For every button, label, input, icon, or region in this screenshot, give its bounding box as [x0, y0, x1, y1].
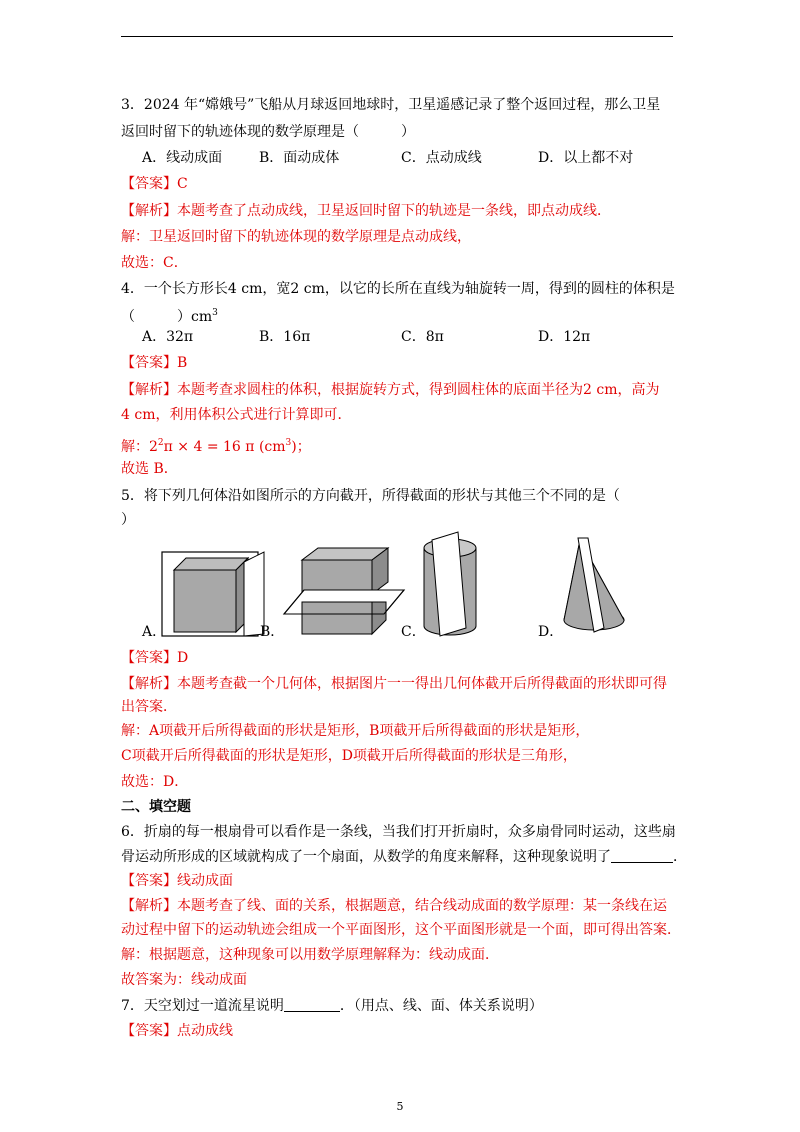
q4-conclusion: 故选 B． — [121, 461, 178, 477]
q3-answer: 【答案】C — [121, 176, 188, 192]
figure-a-cube-vertical-cut — [160, 550, 265, 640]
q7-stem-end: ．（用点、线、面、体关系说明） — [339, 998, 543, 1014]
q6-analysis-line2: 动过程中留下的运动轨迹会组成一个平面图形，这个平面图形就是一个面，即可得出答案． — [121, 922, 681, 938]
q4-option-c: C．8π — [401, 329, 444, 345]
q4-stem-line2-text: （ ）cm — [121, 309, 213, 325]
figure-d-label: D． — [538, 624, 564, 640]
q3-solution: 解：卫星返回时留下的轨迹体现的数学原理是点动成线， — [121, 229, 471, 245]
q4-stem-sup: 3 — [212, 308, 218, 318]
q5-answer: 【答案】D — [121, 650, 189, 666]
q3-stem-line1: 3．2024 年“嫦娥号”飞船从月球返回地球时，卫星遥感记录了整个返回过程，那么卫星 — [121, 97, 661, 113]
q4-analysis-line1: 【解析】本题考查求圆柱的体积，根据旋转方式，得到圆柱体的底面半径为2 cm，高为 — [121, 382, 660, 398]
q4-solution-part1: 解：2 — [121, 439, 158, 455]
figure-b-box-horizontal-cut — [282, 546, 407, 638]
q3-option-b: B．面动成体 — [259, 150, 340, 166]
q6-stem-line2 — [121, 847, 687, 867]
page-number: 5 — [396, 1100, 404, 1113]
q5-solution-line2: C项截开后所得截面的形状是矩形，D项截开后所得截面的形状是三角形， — [121, 748, 577, 764]
q6-solution: 解：根据题意，这种现象可以用数学原理解释为：线动成面． — [121, 947, 499, 963]
q7-stem-text: 7．天空划过一道流星说明 — [121, 998, 284, 1014]
q3-option-c: C．点动成线 — [401, 150, 482, 166]
figure-c-label: C． — [401, 624, 426, 640]
q3-stem-line2: 返回时留下的轨迹体现的数学原理是（ ） — [121, 124, 415, 140]
q6-conclusion: 故答案为：线动成面 — [121, 972, 247, 988]
q4-option-b: B．16π — [259, 329, 311, 345]
section-title-fill-in: 二、填空题 — [121, 799, 191, 815]
q5-conclusion: 故选：D． — [121, 774, 189, 790]
q4-solution-part2: π × 4 = 16 π (cm — [163, 439, 286, 455]
q3-option-a: A．线动成面 — [142, 150, 223, 166]
q4-option-a: A．32π — [142, 329, 194, 345]
q3-option-d: D．以上都不对 — [538, 150, 634, 166]
q6-analysis-line1: 【解析】本题考查了线、面的关系，根据题意，结合线动成面的数学原理：某一条线在运 — [121, 898, 667, 914]
q5-solution-line1: 解：A项截开后所得截面的形状是矩形，B项截开后所得截面的形状是矩形， — [121, 723, 590, 739]
q7-answer: 【答案】点动成线 — [121, 1023, 233, 1039]
q5-analysis-line1: 【解析】本题考查截一个几何体，根据图片一一得出几何体截开后所得截面的形状即可得 — [121, 676, 667, 692]
q5-stem-line1: 5．将下列几何体沿如图所示的方向截开，所得截面的形状与其他三个不同的是（ — [121, 488, 620, 504]
q6-answer: 【答案】线动成面 — [121, 873, 233, 889]
header-rule — [121, 36, 673, 37]
q3-analysis: 【解析】本题考查了点动成线，卫星返回时留下的轨迹是一条线，即点动成线． — [121, 203, 611, 219]
q6-stem-line2-text: 骨运动所形成的区域就构成了一个扇面，从数学的角度来解释，这种现象说明了 — [121, 849, 611, 865]
q4-stem-line2 — [121, 303, 218, 327]
q4-solution — [121, 433, 311, 457]
q7-answer-blank — [284, 997, 340, 1012]
figure-c-cylinder-vertical-cut — [418, 530, 488, 640]
q4-option-d: D．12π — [538, 329, 591, 345]
q4-answer: 【答案】B — [121, 355, 188, 371]
q4-stem-line1: 4．一个长方形长4 cm，宽2 cm，以它的长所在直线为轴旋转一周，得到的圆柱的体积是 — [121, 281, 675, 297]
q4-solution-sup2: 3 — [285, 438, 292, 448]
figure-a-label: A． — [142, 624, 167, 640]
q4-solution-part3: )； — [291, 439, 311, 455]
q6-stem-line1: 6．折扇的每一根扇骨可以看作是一条线，当我们打开折扇时，众多扇骨同时运动，这些扇 — [121, 824, 676, 840]
q7-stem — [121, 996, 543, 1016]
q3-conclusion: 故选：C． — [121, 255, 188, 271]
figure-b-label: B． — [260, 624, 285, 640]
q5-stem-line2: ） — [121, 512, 135, 528]
q4-solution-sup1: 2 — [157, 438, 164, 448]
q4-analysis-line2: 4 cm，利用体积公式进行计算即可． — [121, 407, 352, 423]
figure-d-cone-vertical-cut — [560, 536, 630, 638]
q5-analysis-line2: 出答案． — [121, 699, 177, 715]
q6-answer-blank — [611, 848, 673, 863]
q6-stem-line2-end: ． — [673, 849, 687, 865]
